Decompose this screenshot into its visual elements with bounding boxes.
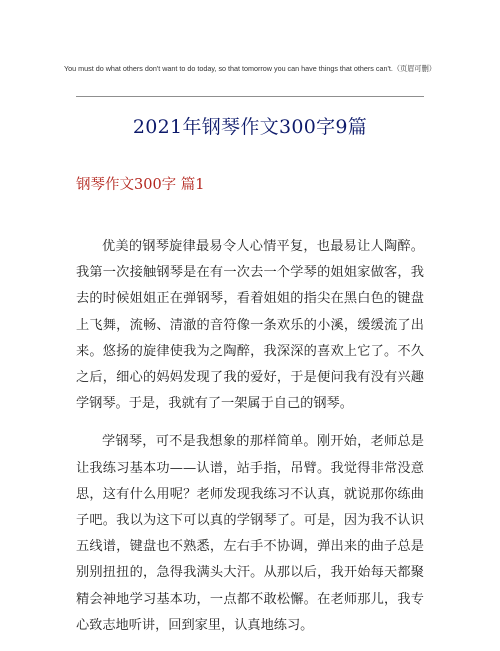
body-paragraph: 优美的钢琴旋律最易令人心情平复，也最易让人陶醉。我第一次接触钢琴是在有一次去一个学琴的姐姐家做客，我去的时候姐姐正在弹钢琴，看着姐姐的指尖在黑白色的键盘上飞舞，流畅、清澈的音符像一条欢乐的小溪，缓缓流了出来。悠扬的旋律使我为之陶醉，我深深的喜欢上它了。不久之后，细心的妈妈发现了我的爱好，于是便问我有没有兴趣学钢琴。于是，我就有了一架属于自己的钢琴。 xyxy=(76,239,424,412)
page-header-quote: You must do what others don't want to do today, so that tomorrow you can have things that others can't.（页眉可删） xyxy=(64,64,436,73)
article-body xyxy=(76,234,424,651)
body-paragraph: 学钢琴，可不是我想象的那样简单。刚开始，老师总是让我练习基本功——认谱，站手指，吊臂。我觉得非常没意思，这有什么用呢？老师发现我练习不认真，就说那你练曲子吧。我以为这下可以真的学钢琴了。可是，因为我不认识五线谱，键盘也不熟悉，左右手不协调，弹出来的曲子总是别别扭扭的，急得我满头大汗。从那以后，我开始每天都聚精会神地学习基本功，一点都不敢松懈。在老师那儿，我专心致志地听讲，回到家里，认真地练习。 xyxy=(76,434,424,633)
section-heading: 钢琴作文300字 篇1 xyxy=(76,177,205,193)
document-title: 2021年钢琴作文300字9篇 xyxy=(132,116,368,138)
header-divider xyxy=(76,96,424,97)
